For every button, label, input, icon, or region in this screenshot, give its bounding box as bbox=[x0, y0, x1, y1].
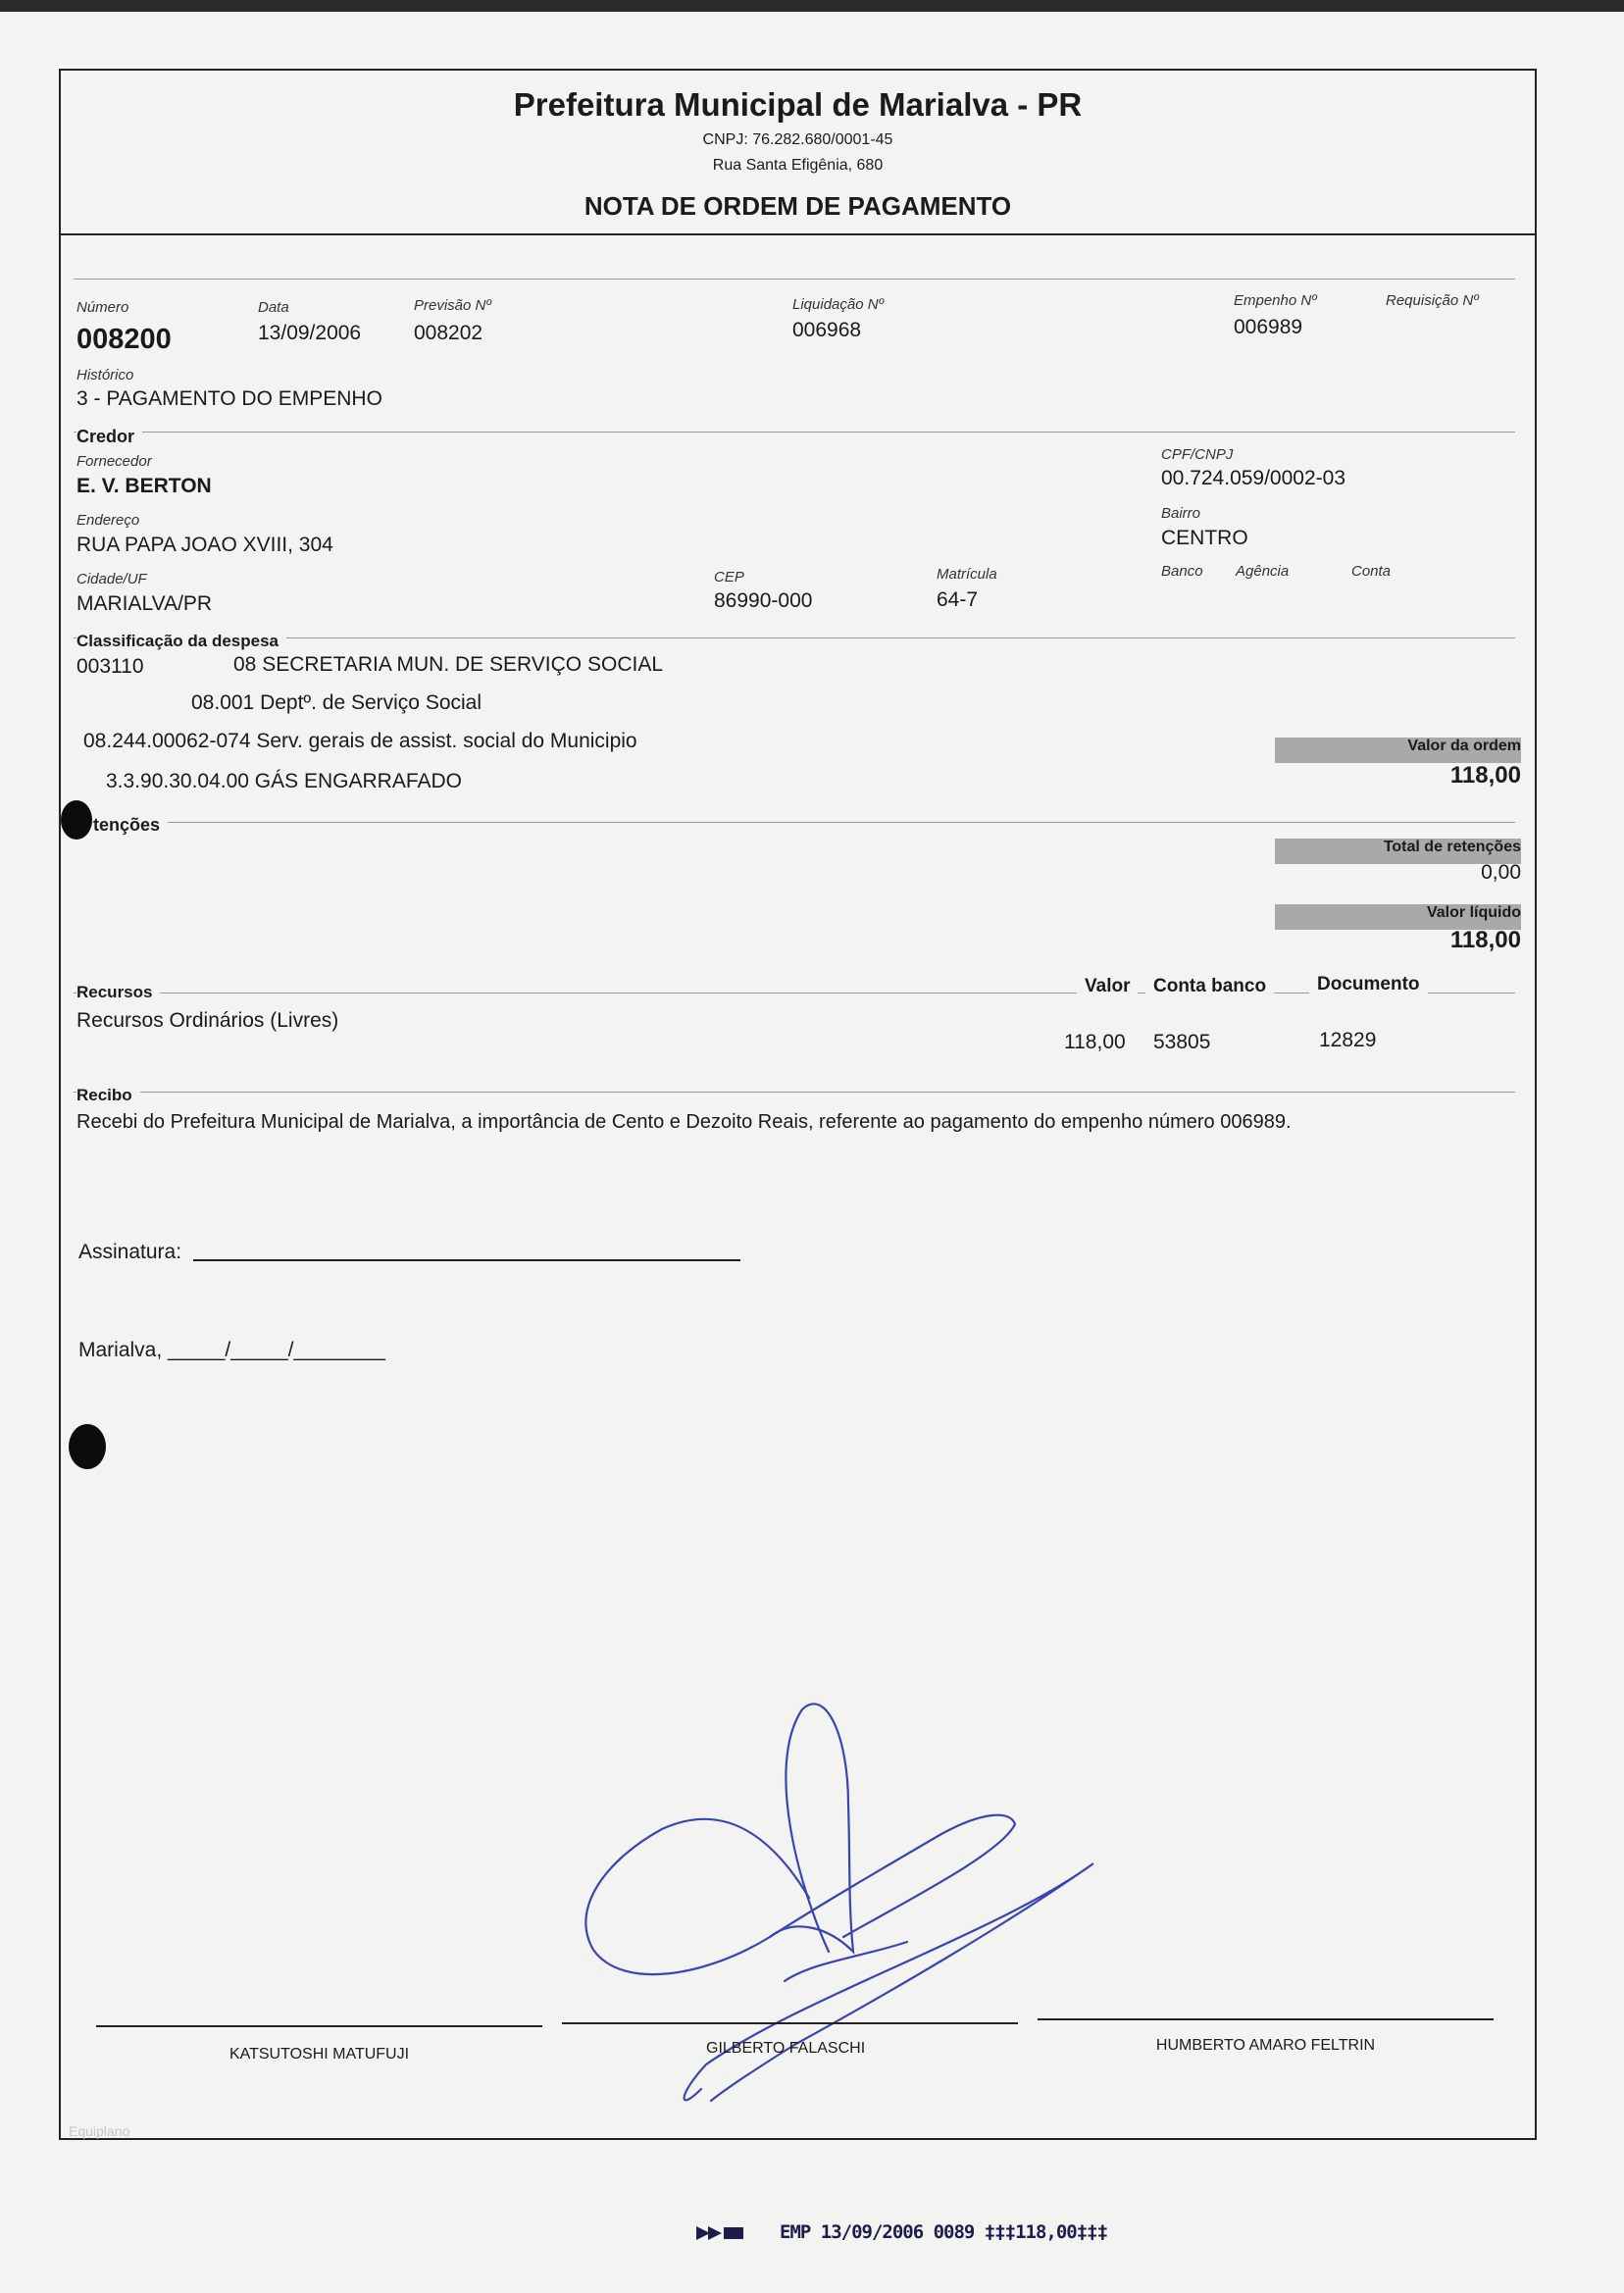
data-value: 13/09/2006 bbox=[258, 322, 362, 344]
requisicao-label: Requisição Nº bbox=[1386, 292, 1479, 309]
fornecedor-value: E. V. BERTON bbox=[76, 475, 212, 497]
classificacao-line1: 08 SECRETARIA MUN. DE SERVIÇO SOCIAL bbox=[233, 653, 664, 676]
cidade-value: MARIALVA/PR bbox=[76, 592, 213, 615]
cep-label: CEP bbox=[714, 569, 744, 586]
divider bbox=[74, 279, 1515, 280]
classificacao-code: 003110 bbox=[76, 655, 144, 678]
recursos-valor-label: Valor bbox=[1077, 976, 1138, 997]
matricula-value: 64-7 bbox=[937, 588, 979, 611]
signature-line bbox=[1038, 2018, 1494, 2020]
recursos-valor: 118,00 bbox=[1064, 1031, 1126, 1053]
recursos-descricao: Recursos Ordinários (Livres) bbox=[76, 1009, 339, 1032]
hole-punch bbox=[61, 800, 92, 840]
valor-ordem-label: Valor da ordem bbox=[1407, 738, 1521, 754]
historico-label: Histórico bbox=[76, 367, 134, 383]
numero-label: Número bbox=[76, 299, 129, 316]
brand-watermark: Equiplano bbox=[69, 2123, 130, 2139]
recursos-conta-label: Conta banco bbox=[1145, 976, 1274, 997]
divider bbox=[74, 822, 1515, 823]
fornecedor-label: Fornecedor bbox=[76, 453, 152, 470]
previsao-label: Previsão Nº bbox=[414, 297, 491, 314]
liquidacao-value: 006968 bbox=[792, 319, 862, 341]
agencia-label: Agência bbox=[1236, 563, 1290, 580]
classificacao-line4: 3.3.90.30.04.00 GÁS ENGARRAFADO bbox=[106, 770, 463, 792]
document-title: NOTA DE ORDEM DE PAGAMENTO bbox=[584, 191, 1012, 221]
hole-punch bbox=[69, 1424, 106, 1469]
valor-liquido-value: 118,00 bbox=[1449, 927, 1521, 953]
recursos-conta: 53805 bbox=[1153, 1031, 1211, 1053]
liquidacao-label: Liquidação Nº bbox=[792, 296, 885, 313]
page-title: Prefeitura Municipal de Marialva - PR bbox=[513, 86, 1083, 123]
divider bbox=[74, 1092, 1515, 1093]
banco-label: Banco bbox=[1161, 563, 1203, 580]
classificacao-line2: 08.001 Deptº. de Serviço Social bbox=[191, 691, 482, 714]
total-retencoes-label: Total de retenções bbox=[1383, 839, 1521, 855]
total-retencoes-value: 0,00 bbox=[1481, 861, 1521, 884]
signatory-name: HUMBERTO AMARO FELTRIN bbox=[1155, 2037, 1376, 2054]
matricula-label: Matrícula bbox=[937, 566, 997, 583]
scan-top-band bbox=[0, 0, 1624, 12]
cnpj-text: CNPJ: 76.282.680/0001-45 bbox=[702, 131, 893, 148]
classificacao-section: Classificação da despesa bbox=[76, 632, 286, 651]
classificacao-line3: 08.244.00062-074 Serv. gerais de assist. social do Municipio bbox=[83, 730, 637, 752]
valor-ordem-value: 118,00 bbox=[1449, 762, 1521, 789]
divider bbox=[74, 637, 1515, 638]
signatory-name: KATSUTOSHI MATUFUJI bbox=[228, 2046, 410, 2063]
signature-line bbox=[96, 2025, 542, 2027]
address-text: Rua Santa Efigênia, 680 bbox=[712, 157, 884, 174]
credor-section: Credor bbox=[76, 427, 142, 447]
bairro-value: CENTRO bbox=[1161, 527, 1248, 549]
divider bbox=[74, 432, 1515, 433]
conta-label: Conta bbox=[1351, 563, 1392, 580]
endereco-value: RUA PAPA JOAO XVIII, 304 bbox=[76, 534, 333, 556]
recursos-section: Recursos bbox=[76, 983, 160, 1002]
recursos-documento: 12829 bbox=[1319, 1029, 1377, 1051]
document-header bbox=[59, 69, 1537, 235]
assinatura-line bbox=[193, 1259, 740, 1261]
stamp-logo bbox=[696, 2224, 745, 2242]
empenho-label: Empenho Nº bbox=[1234, 292, 1317, 309]
payment-stamp: EMP 13/09/2006 0089 ‡‡‡118,00‡‡‡ bbox=[780, 2221, 1108, 2243]
recibo-text: Recebi do Prefeitura Municipal de Marialva, a importância de Cento e Dezoito Reais, referente ao pagamento do empenho número 006989. bbox=[76, 1111, 1292, 1133]
recibo-section: Recibo bbox=[76, 1086, 140, 1105]
endereco-label: Endereço bbox=[76, 512, 140, 529]
divider bbox=[74, 993, 1515, 994]
signatory-name: GILBERTO FALASCHI bbox=[706, 2040, 866, 2057]
cpf-label: CPF/CNPJ bbox=[1161, 446, 1234, 463]
bairro-label: Bairro bbox=[1161, 505, 1201, 522]
valor-liquido-label: Valor líquido bbox=[1426, 904, 1521, 921]
historico-value: 3 - PAGAMENTO DO EMPENHO bbox=[76, 387, 382, 410]
cep-value: 86990-000 bbox=[714, 589, 813, 612]
signature-line bbox=[562, 2022, 1018, 2024]
empenho-value: 006989 bbox=[1234, 316, 1303, 338]
retencoes-section: tenções bbox=[93, 815, 168, 836]
cpf-value: 00.724.059/0002-03 bbox=[1161, 467, 1346, 489]
numero-value: 008200 bbox=[76, 324, 172, 355]
local-date: Marialva, _____/_____/________ bbox=[78, 1339, 385, 1361]
recursos-documento-label: Documento bbox=[1309, 974, 1428, 995]
data-label: Data bbox=[258, 299, 289, 316]
assinatura-label: Assinatura: bbox=[78, 1241, 182, 1263]
previsao-value: 008202 bbox=[414, 322, 483, 344]
cidade-label: Cidade/UF bbox=[76, 571, 147, 587]
